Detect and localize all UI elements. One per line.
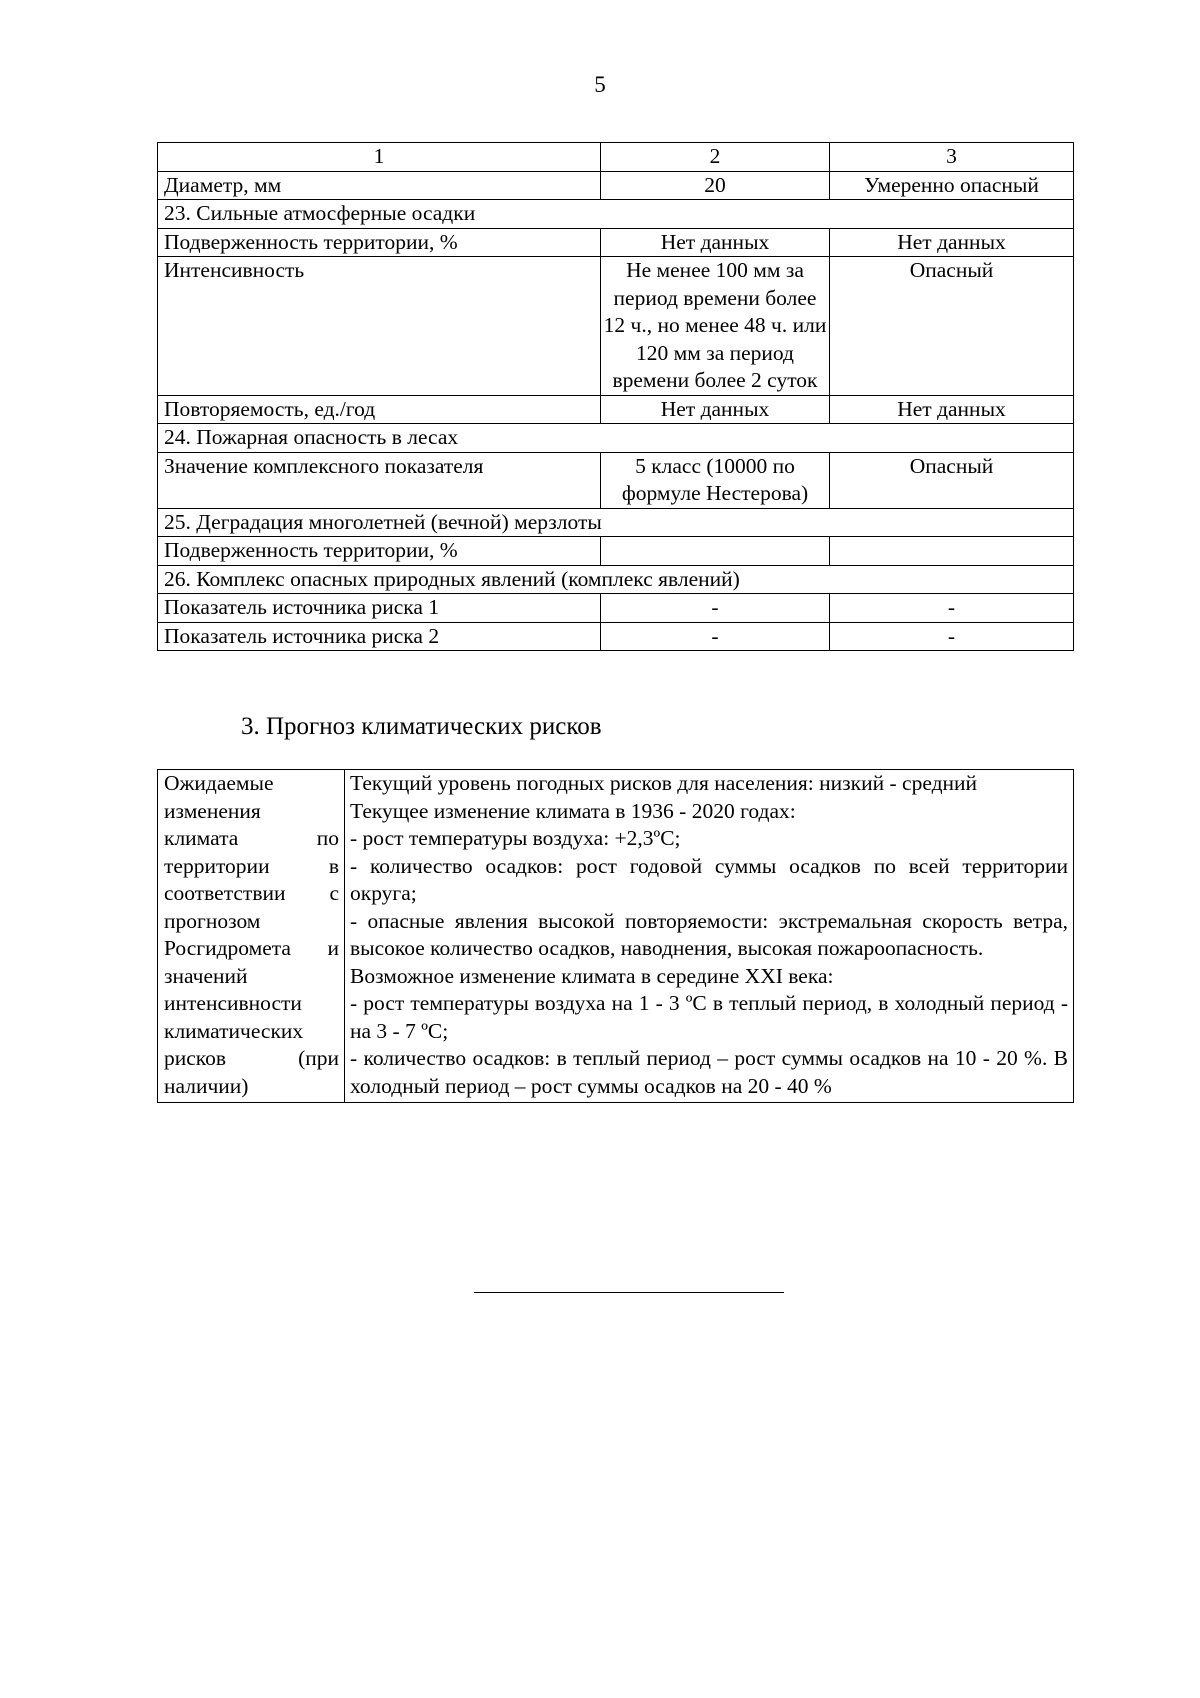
column-number: 2 — [601, 143, 830, 172]
indicator-cell: Интенсивность — [158, 257, 601, 396]
forecast-label: Ожидаемые изменения климата по территории в соответствии с прогнозом Росгидромета и значений интенсивности климатических рисков (при наличии) — [158, 770, 345, 1103]
assessment-cell — [830, 537, 1074, 566]
value-cell: Не менее 100 мм за период времени более 12 ч., но менее 48 ч. или 120 мм за период времени более 2 суток — [601, 257, 830, 396]
assessment-cell: Опасный — [830, 257, 1074, 396]
section-row — [158, 565, 1074, 594]
hazard-risk-table — [157, 142, 1074, 651]
page-number: 5 — [594, 72, 606, 97]
forecast-line: Текущий уровень погодных рисков для населения: низкий - средний — [350, 771, 978, 795]
forecast-line: - количество осадков: в теплый период – рост суммы осадков на 10 - 20 %. В холодный период – рост суммы осадков на 20 - 40 % — [350, 1046, 1068, 1098]
section-row — [158, 508, 1074, 537]
table-row — [158, 257, 1074, 396]
forecast-text — [345, 770, 1074, 1103]
section-title: 3. Прогноз климатических рисков — [241, 713, 602, 740]
column-number: 3 — [830, 143, 1074, 172]
column-number: 1 — [158, 143, 601, 172]
section-heading: 24. Пожарная опасность в лесах — [158, 424, 1074, 453]
forecast-line: - рост температуры воздуха на 1 - 3 ºС в теплый период, в холодный период - на 3 - 7 ºС; — [350, 991, 1068, 1043]
value-cell — [601, 537, 830, 566]
assessment-cell: Нет данных — [830, 228, 1074, 257]
value-cell: 5 класс (10000 по формуле Нестерова) — [601, 452, 830, 508]
value-cell: 20 — [601, 171, 830, 200]
table-row — [158, 452, 1074, 508]
climate-forecast-table — [157, 769, 1074, 1103]
table-row — [158, 171, 1074, 200]
end-of-document-rule — [474, 1292, 784, 1293]
value-cell: Нет данных — [601, 395, 830, 424]
section-heading: 25. Деградация многолетней (вечной) мерзлоты — [158, 508, 1074, 537]
forecast-line: - рост температуры воздуха: +2,3ºС; — [350, 826, 681, 850]
assessment-cell: Нет данных — [830, 395, 1074, 424]
assessment-cell: Опасный — [830, 452, 1074, 508]
assessment-cell: - — [830, 594, 1074, 623]
table-row — [158, 228, 1074, 257]
table-row — [158, 395, 1074, 424]
table-row — [158, 622, 1074, 651]
table-row — [158, 594, 1074, 623]
indicator-cell: Диаметр, мм — [158, 171, 601, 200]
table-header-row — [158, 143, 1074, 172]
assessment-cell: - — [830, 622, 1074, 651]
indicator-cell: Подверженность территории, % — [158, 537, 601, 566]
value-cell: - — [601, 622, 830, 651]
assessment-cell: Умеренно опасный — [830, 171, 1074, 200]
forecast-line: - количество осадков: рост годовой суммы осадков по всей территории округа; — [350, 853, 1068, 905]
climate-forecast-row — [158, 770, 1074, 1103]
indicator-cell: Показатель источника риска 2 — [158, 622, 601, 651]
indicator-cell: Повторяемость, ед./год — [158, 395, 601, 424]
value-cell: Нет данных — [601, 228, 830, 257]
forecast-line: Текущее изменение климата в 1936 - 2020 годах: — [350, 798, 796, 823]
forecast-line: - опасные явления высокой повторяемости: экстремальная скорость ветра, высокое количество осадков, наводнения, высокая пожароопасность. — [350, 908, 1068, 960]
indicator-cell: Подверженность территории, % — [158, 228, 601, 257]
hazard-risk-table-body — [158, 143, 1074, 651]
value-cell: - — [601, 594, 830, 623]
section-row — [158, 424, 1074, 453]
section-heading: 26. Комплекс опасных природных явлений (комплекс явлений) — [158, 565, 1074, 594]
section-heading: 23. Сильные атмосферные осадки — [158, 200, 1074, 229]
indicator-cell: Значение комплексного показателя — [158, 452, 601, 508]
indicator-cell: Показатель источника риска 1 — [158, 594, 601, 623]
forecast-line: Возможное изменение климата в середине XXI века: — [350, 963, 834, 988]
section-row — [158, 200, 1074, 229]
table-row — [158, 537, 1074, 566]
